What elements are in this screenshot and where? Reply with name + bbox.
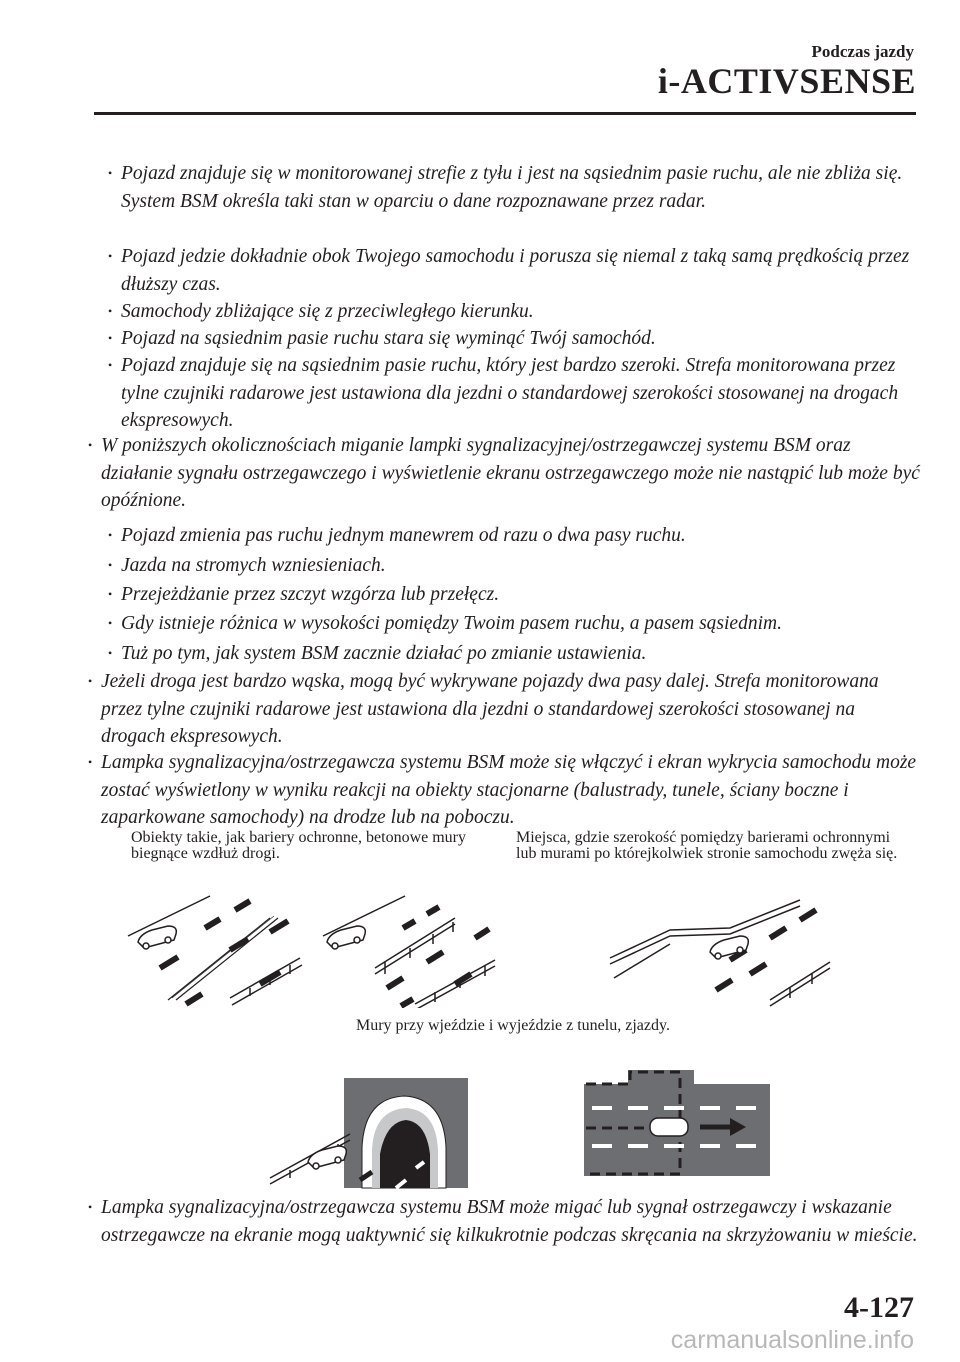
list-item: • Jazda na stromych wzniesieniach. [108,555,386,576]
list-item: • Przejeżdżanie przez szczyt wzgórza lub przełęcz. [108,584,500,605]
wall-road-illustration [120,888,310,1008]
list-item: • Lampka sygnalizacyjna/ostrzegawcza systemu BSM może migać lub sygnał ostrzegawczy i wskazanie ostrzegawcze na ekranie mogą uaktywnić się kilkukrotnie podczas skręcania na skrzyżowaniu w mieście. [88,1197,918,1246]
caption-guardrails: Obiekty takie, jak bariery ochronne, betonowe mury biegnące wzdłuż drogi. [131,829,466,862]
caption-narrowing: Miejsca, gdzie szerokość pomiędzy barierami ochronnymi lub murami po którejkolwiek stronie samochodu zwęża się. [516,829,898,862]
page-title: i-ACTIVSENSE [657,61,916,101]
list-item: • Pojazd znajduje się na sąsiednim pasie ruchu, który jest bardzo szeroki. Strefa monitorowana przez tylne czujniki radarowe jest ustawiona dla jezdni o standardowej szerokości stosowanej na drogach ekspresowych. [108,355,899,431]
header-rule [94,112,916,115]
list-item: • Lampka sygnalizacyjna/ostrzegawcza systemu BSM może się włączyć i ekran wykrycia samochodu może zostać wyświetlony w wyniku reakcji na obiekty stacjonarne (balustrady, tunele, ściany boczne i zaparkowane samochody) na drodze lub na poboczu. [88,752,917,828]
watermark: carmanualsonline.info [670,1326,914,1354]
caption-tunnel: Mury przy wjeździe i wyjeździe z tunelu, zjazdy. [356,1017,670,1034]
tunnel-illustration [260,1070,490,1190]
narrowing-road-illustration [600,888,840,1008]
list-item: • Jeżeli droga jest bardzo wąska, mogą być wykrywane pojazdy dwa pasy dalej. Strefa monitorowana przez tylne czujniki radarowe jest ustawiona dla jezdni o standardowej szerokości stosowanej na drogach ekspresowych. [88,671,879,747]
ramp-illustration [582,1068,772,1180]
list-item: • Pojazd zmienia pas ruchu jednym manewrem od razu o dwa pasy ruchu. [108,525,686,546]
section-heading: Podczas jazdy [811,42,914,61]
list-item: • Samochody zbliżające się z przeciwległego kierunku. [108,301,534,322]
list-item: • Pojazd jedzie dokładnie obok Twojego samochodu i porusza się niemal z taką samą prędkością przez dłuższy czas. [108,246,910,295]
list-item: • W poniższych okolicznościach miganie lampki sygnalizacyjnej/ostrzegawczej systemu BSM oraz działanie sygnału ostrzegawczego i wyświetlenie ekranu ostrzegawczego może nie nastąpić lub może być opóźnione. [88,435,920,511]
list-item: • Gdy istnieje różnica w wysokości pomiędzy Twoim pasem ruchu, a pasem sąsiednim. [108,613,782,634]
list-item: • Tuż po tym, jak system BSM zacznie działać po zmianie ustawienia. [108,643,647,664]
list-item: • Pojazd znajduje się w monitorowanej strefie z tyłu i jest na sąsiednim pasie ruchu, ale nie zbliża się. System BSM określa taki stan w oparciu o dane rozpoznawane przez radar. [108,163,903,212]
guardrail-road-illustration [315,888,510,1008]
page-number: 4-127 [844,1291,914,1324]
list-item: • Pojazd na sąsiednim pasie ruchu stara się wyminąć Twój samochód. [108,328,656,349]
